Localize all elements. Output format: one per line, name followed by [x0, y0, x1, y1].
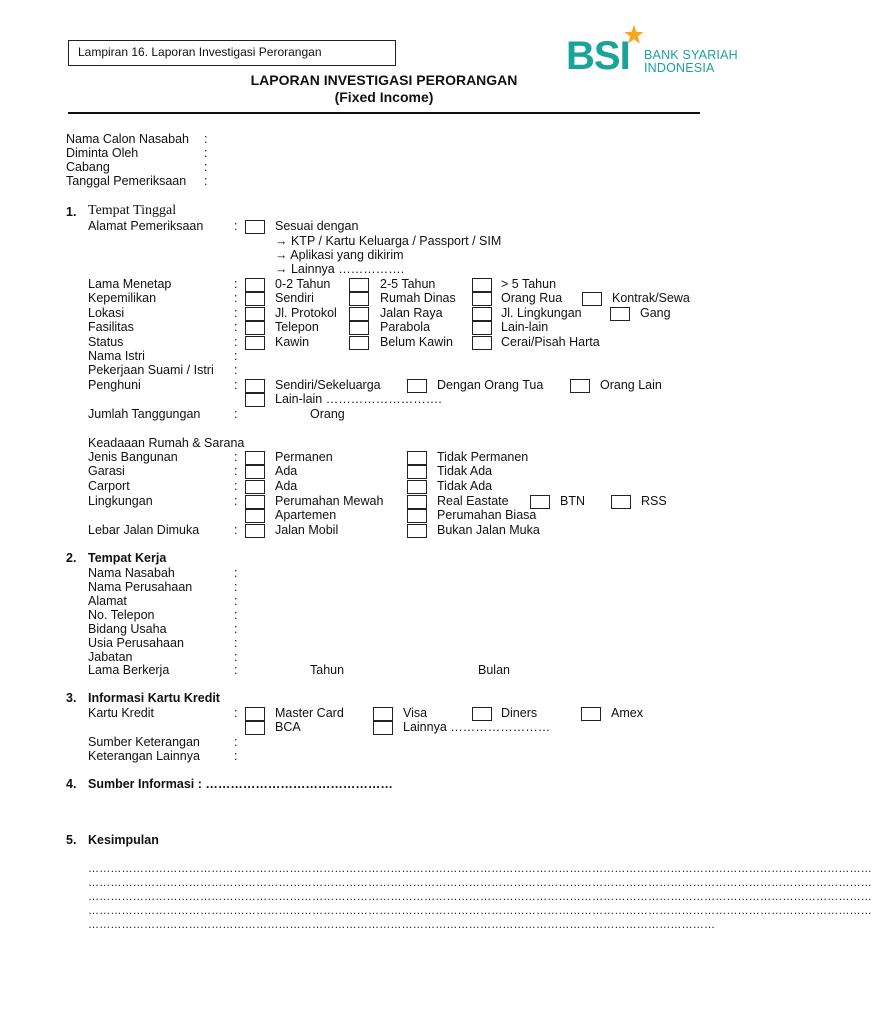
section-5-number: 5.: [66, 833, 77, 847]
opt-lg6: Perumahan Biasa: [437, 508, 537, 522]
checkbox-lg2[interactable]: [407, 495, 427, 509]
label-no-telepon: No. Telepon: [88, 608, 155, 622]
colon: :: [234, 650, 238, 664]
label-nama-calon: Nama Calon Nasabah: [66, 132, 189, 146]
opt-kp2: Rumah Dinas: [380, 291, 456, 305]
opt-ph4: Lain-lain ……………………….: [275, 392, 442, 406]
section-1-title: Tempat Tinggal: [88, 203, 177, 218]
checkbox-mastercard[interactable]: [245, 707, 265, 721]
opt-lm1: 0-2 Tahun: [275, 277, 331, 291]
checkbox-lg1[interactable]: [245, 495, 265, 509]
label-tanggal: Tanggal Pemeriksaan: [66, 174, 187, 188]
colon: :: [234, 636, 238, 650]
colon: :: [234, 622, 238, 636]
checkbox-jb2[interactable]: [407, 451, 427, 465]
opt-lk2: Jalan Raya: [380, 306, 443, 320]
opt-jb1: Permanen: [275, 450, 333, 464]
checkbox-kp4[interactable]: [582, 292, 602, 306]
checkbox-cp2[interactable]: [407, 480, 427, 494]
section-5-title: Kesimpulan: [88, 833, 159, 847]
checkbox-fs2[interactable]: [349, 321, 369, 335]
header-rule: [68, 112, 700, 114]
opt-ga1: Ada: [275, 464, 298, 478]
label-bidang-usaha: Bidang Usaha: [88, 622, 167, 636]
checkbox-st1[interactable]: [245, 336, 265, 350]
colon: :: [234, 349, 238, 363]
opt-ph1: Sendiri/Sekeluarga: [275, 378, 381, 392]
opt-lj1: Jalan Mobil: [275, 523, 339, 537]
colon: :: [234, 306, 238, 320]
opt-mastercard: Master Card: [275, 706, 344, 720]
label-pekerjaan: Pekerjaan Suami / Istri: [88, 363, 214, 377]
colon: :: [234, 523, 238, 537]
label-carport: Carport: [88, 479, 130, 493]
checkbox-lk3[interactable]: [472, 307, 492, 321]
opt-lk1: Jl. Protokol: [275, 306, 337, 320]
checkbox-visa[interactable]: [373, 707, 393, 721]
logo-line2: INDONESIA: [644, 61, 715, 75]
logo-star-icon: [623, 24, 645, 46]
label-lokasi: Lokasi: [88, 306, 125, 320]
label-lingkungan: Lingkungan: [88, 494, 153, 508]
label-diminta-oleh: Diminta Oleh: [66, 146, 139, 160]
colon: :: [204, 146, 208, 160]
opt-fs1: Telepon: [275, 320, 319, 334]
checkbox-lg4[interactable]: [611, 495, 631, 509]
checkbox-lm2[interactable]: [349, 278, 369, 292]
section-1-number: 1.: [66, 205, 77, 219]
label-kartu-kredit: Kartu Kredit: [88, 706, 155, 720]
checkbox-ph4[interactable]: [245, 393, 265, 407]
label-kepemilikan: Kepemilikan: [88, 291, 157, 305]
colon: :: [234, 450, 238, 464]
label-alamat-kerja: Alamat: [88, 594, 127, 608]
colon: :: [204, 174, 208, 188]
opt-lg2: Real Eastate: [437, 494, 509, 508]
checkbox-lg5[interactable]: [245, 509, 265, 523]
checkbox-kp1[interactable]: [245, 292, 265, 306]
opt-diners: Diners: [501, 706, 538, 720]
colon: :: [234, 580, 238, 594]
opt-lj2: Bukan Jalan Muka: [437, 523, 540, 537]
label-nama-istri: Nama Istri: [88, 349, 145, 363]
opt-lg5: Apartemen: [275, 508, 337, 522]
label-nama-nasabah: Nama Nasabah: [88, 566, 175, 580]
opt-fs2: Parabola: [380, 320, 431, 334]
checkbox-lj2[interactable]: [407, 524, 427, 538]
lampiran-label: Lampiran 16. Laporan Investigasi Perorangan: [78, 45, 322, 59]
lampiran-box: [68, 40, 396, 66]
label-status: Status: [88, 335, 124, 349]
colon: :: [204, 160, 208, 174]
checkbox-lainnya-kartu[interactable]: [373, 721, 393, 735]
colon: :: [234, 378, 238, 392]
kesimpulan-line[interactable]: …………………………………………………………………………………………………………………………………………………………………………………………: [88, 905, 872, 917]
label-lama-berkerja: Lama Berkerja: [88, 663, 170, 677]
opt-lainnya: → Lainnya …………….: [275, 262, 405, 276]
colon: :: [234, 594, 238, 608]
checkbox-lk2[interactable]: [349, 307, 369, 321]
label-nama-perusahaan: Nama Perusahaan: [88, 580, 193, 594]
opt-ga2: Tidak Ada: [437, 464, 493, 478]
colon: :: [234, 706, 238, 720]
label-garasi: Garasi: [88, 464, 125, 478]
colon: :: [234, 663, 238, 677]
colon: :: [234, 735, 238, 749]
checkbox-lj1[interactable]: [245, 524, 265, 538]
checkbox-ga2[interactable]: [407, 465, 427, 479]
checkbox-st3[interactable]: [472, 336, 492, 350]
label-keadaan: Keadaaan Rumah & Sarana: [88, 436, 245, 450]
checkbox-cp1[interactable]: [245, 480, 265, 494]
opt-st1: Kawin: [275, 335, 310, 349]
checkbox-diners[interactable]: [472, 707, 492, 721]
opt-lm2: 2-5 Tahun: [380, 277, 436, 291]
opt-kp1: Sendiri: [275, 291, 314, 305]
opt-st3: Cerai/Pisah Harta: [501, 335, 600, 349]
kesimpulan-line[interactable]: …………………………………………………………………………………………………………………………………………………………………………………………: [88, 877, 872, 889]
colon: :: [234, 608, 238, 622]
section-3-number: 3.: [66, 691, 77, 705]
opt-lg3: BTN: [560, 494, 585, 508]
checkbox-jb1[interactable]: [245, 451, 265, 465]
colon: :: [234, 219, 238, 233]
colon: :: [234, 494, 238, 508]
kesimpulan-line-last[interactable]: ……………………………………………………………………………………………………………………………………………………: [88, 919, 716, 931]
checkbox-lk1[interactable]: [245, 307, 265, 321]
opt-sesuai: Sesuai dengan: [275, 219, 359, 233]
label-usia-perusahaan: Usia Perusahaan: [88, 636, 184, 650]
label-lama-menetap: Lama Menetap: [88, 277, 172, 291]
label-jenis: Jenis Bangunan: [88, 450, 178, 464]
label-jumlah: Jumlah Tanggungan: [88, 407, 201, 421]
colon: :: [234, 291, 238, 305]
label-tahun: Tahun: [310, 663, 345, 677]
opt-amex: Amex: [611, 706, 643, 720]
colon: :: [204, 132, 208, 146]
logo-mark: BSI: [566, 34, 630, 78]
label-orang: Orang: [310, 407, 345, 421]
label-sumber-keterangan: Sumber Keterangan: [88, 735, 200, 749]
opt-lainnya-kartu: Lainnya ……………………: [403, 720, 551, 734]
opt-ph2: Dengan Orang Tua: [437, 378, 544, 392]
checkbox-ph1[interactable]: [245, 379, 265, 393]
opt-lk3: Jl. Lingkungan: [501, 306, 582, 320]
opt-cp2: Tidak Ada: [437, 479, 493, 493]
label-cabang: Cabang: [66, 160, 110, 174]
section-2-number: 2.: [66, 551, 77, 565]
opt-bca: BCA: [275, 720, 301, 734]
label-fasilitas: Fasilitas: [88, 320, 134, 334]
opt-kp4: Kontrak/Sewa: [612, 291, 690, 305]
checkbox-kp3[interactable]: [472, 292, 492, 306]
section-2-title: Tempat Kerja: [88, 551, 167, 565]
opt-kp3: Orang Rua: [501, 291, 563, 305]
opt-aplikasi: → Aplikasi yang dikirim: [275, 248, 404, 262]
checkbox-lm3[interactable]: [472, 278, 492, 292]
checkbox-st2[interactable]: [349, 336, 369, 350]
colon: :: [234, 363, 238, 377]
checkbox-bca[interactable]: [245, 721, 265, 735]
colon: :: [234, 407, 238, 421]
opt-lk4: Gang: [640, 306, 671, 320]
opt-lg1: Perumahan Mewah: [275, 494, 384, 508]
opt-cp1: Ada: [275, 479, 298, 493]
colon: :: [234, 320, 238, 334]
opt-fs3: Lain-lain: [501, 320, 549, 334]
opt-visa: Visa: [403, 706, 428, 720]
checkbox-ph3[interactable]: [570, 379, 590, 393]
label-penghuni: Penghuni: [88, 378, 141, 392]
checkbox-lg3[interactable]: [530, 495, 550, 509]
section-4-title: Sumber Informasi : ………………………………………: [88, 777, 393, 791]
colon: :: [234, 479, 238, 493]
colon: :: [234, 464, 238, 478]
section-4-number: 4.: [66, 777, 77, 791]
checkbox-ph2[interactable]: [407, 379, 427, 393]
colon: :: [234, 566, 238, 580]
label-lebar: Lebar Jalan Dimuka: [88, 523, 200, 537]
label-keterangan-lainnya: Keterangan Lainnya: [88, 749, 200, 763]
checkbox-lk4[interactable]: [610, 307, 630, 321]
checkbox-fs3[interactable]: [472, 321, 492, 335]
colon: :: [234, 277, 238, 291]
checkbox-lm1[interactable]: [245, 278, 265, 292]
colon: :: [234, 749, 238, 763]
kesimpulan-line[interactable]: …………………………………………………………………………………………………………………………………………………………………………………………: [88, 891, 872, 903]
checkbox-kp2[interactable]: [349, 292, 369, 306]
checkbox-lg6[interactable]: [407, 509, 427, 523]
opt-ph3: Orang Lain: [600, 378, 662, 392]
label-jabatan: Jabatan: [88, 650, 133, 664]
opt-st2: Belum Kawin: [380, 335, 453, 349]
checkbox-fs1[interactable]: [245, 321, 265, 335]
label-bulan: Bulan: [478, 663, 510, 677]
label-alamat: Alamat Pemeriksaan: [88, 219, 204, 233]
page-subtitle: (Fixed Income): [334, 89, 434, 105]
opt-lm3: > 5 Tahun: [501, 277, 557, 291]
section-3-title: Informasi Kartu Kredit: [88, 691, 220, 705]
checkbox-ga1[interactable]: [245, 465, 265, 479]
opt-jb2: Tidak Permanen: [437, 450, 529, 464]
colon: :: [234, 335, 238, 349]
checkbox-amex[interactable]: [581, 707, 601, 721]
kesimpulan-line[interactable]: …………………………………………………………………………………………………………………………………………………………………………………………: [88, 863, 872, 875]
logo-line1: BANK SYARIAH: [644, 48, 738, 62]
opt-ktp: → KTP / Kartu Keluarga / Passport / SIM: [275, 234, 502, 248]
page-title: LAPORAN INVESTIGASI PERORANGAN: [250, 72, 518, 88]
checkbox-sesuai[interactable]: [245, 220, 265, 234]
opt-lg4: RSS: [641, 494, 667, 508]
